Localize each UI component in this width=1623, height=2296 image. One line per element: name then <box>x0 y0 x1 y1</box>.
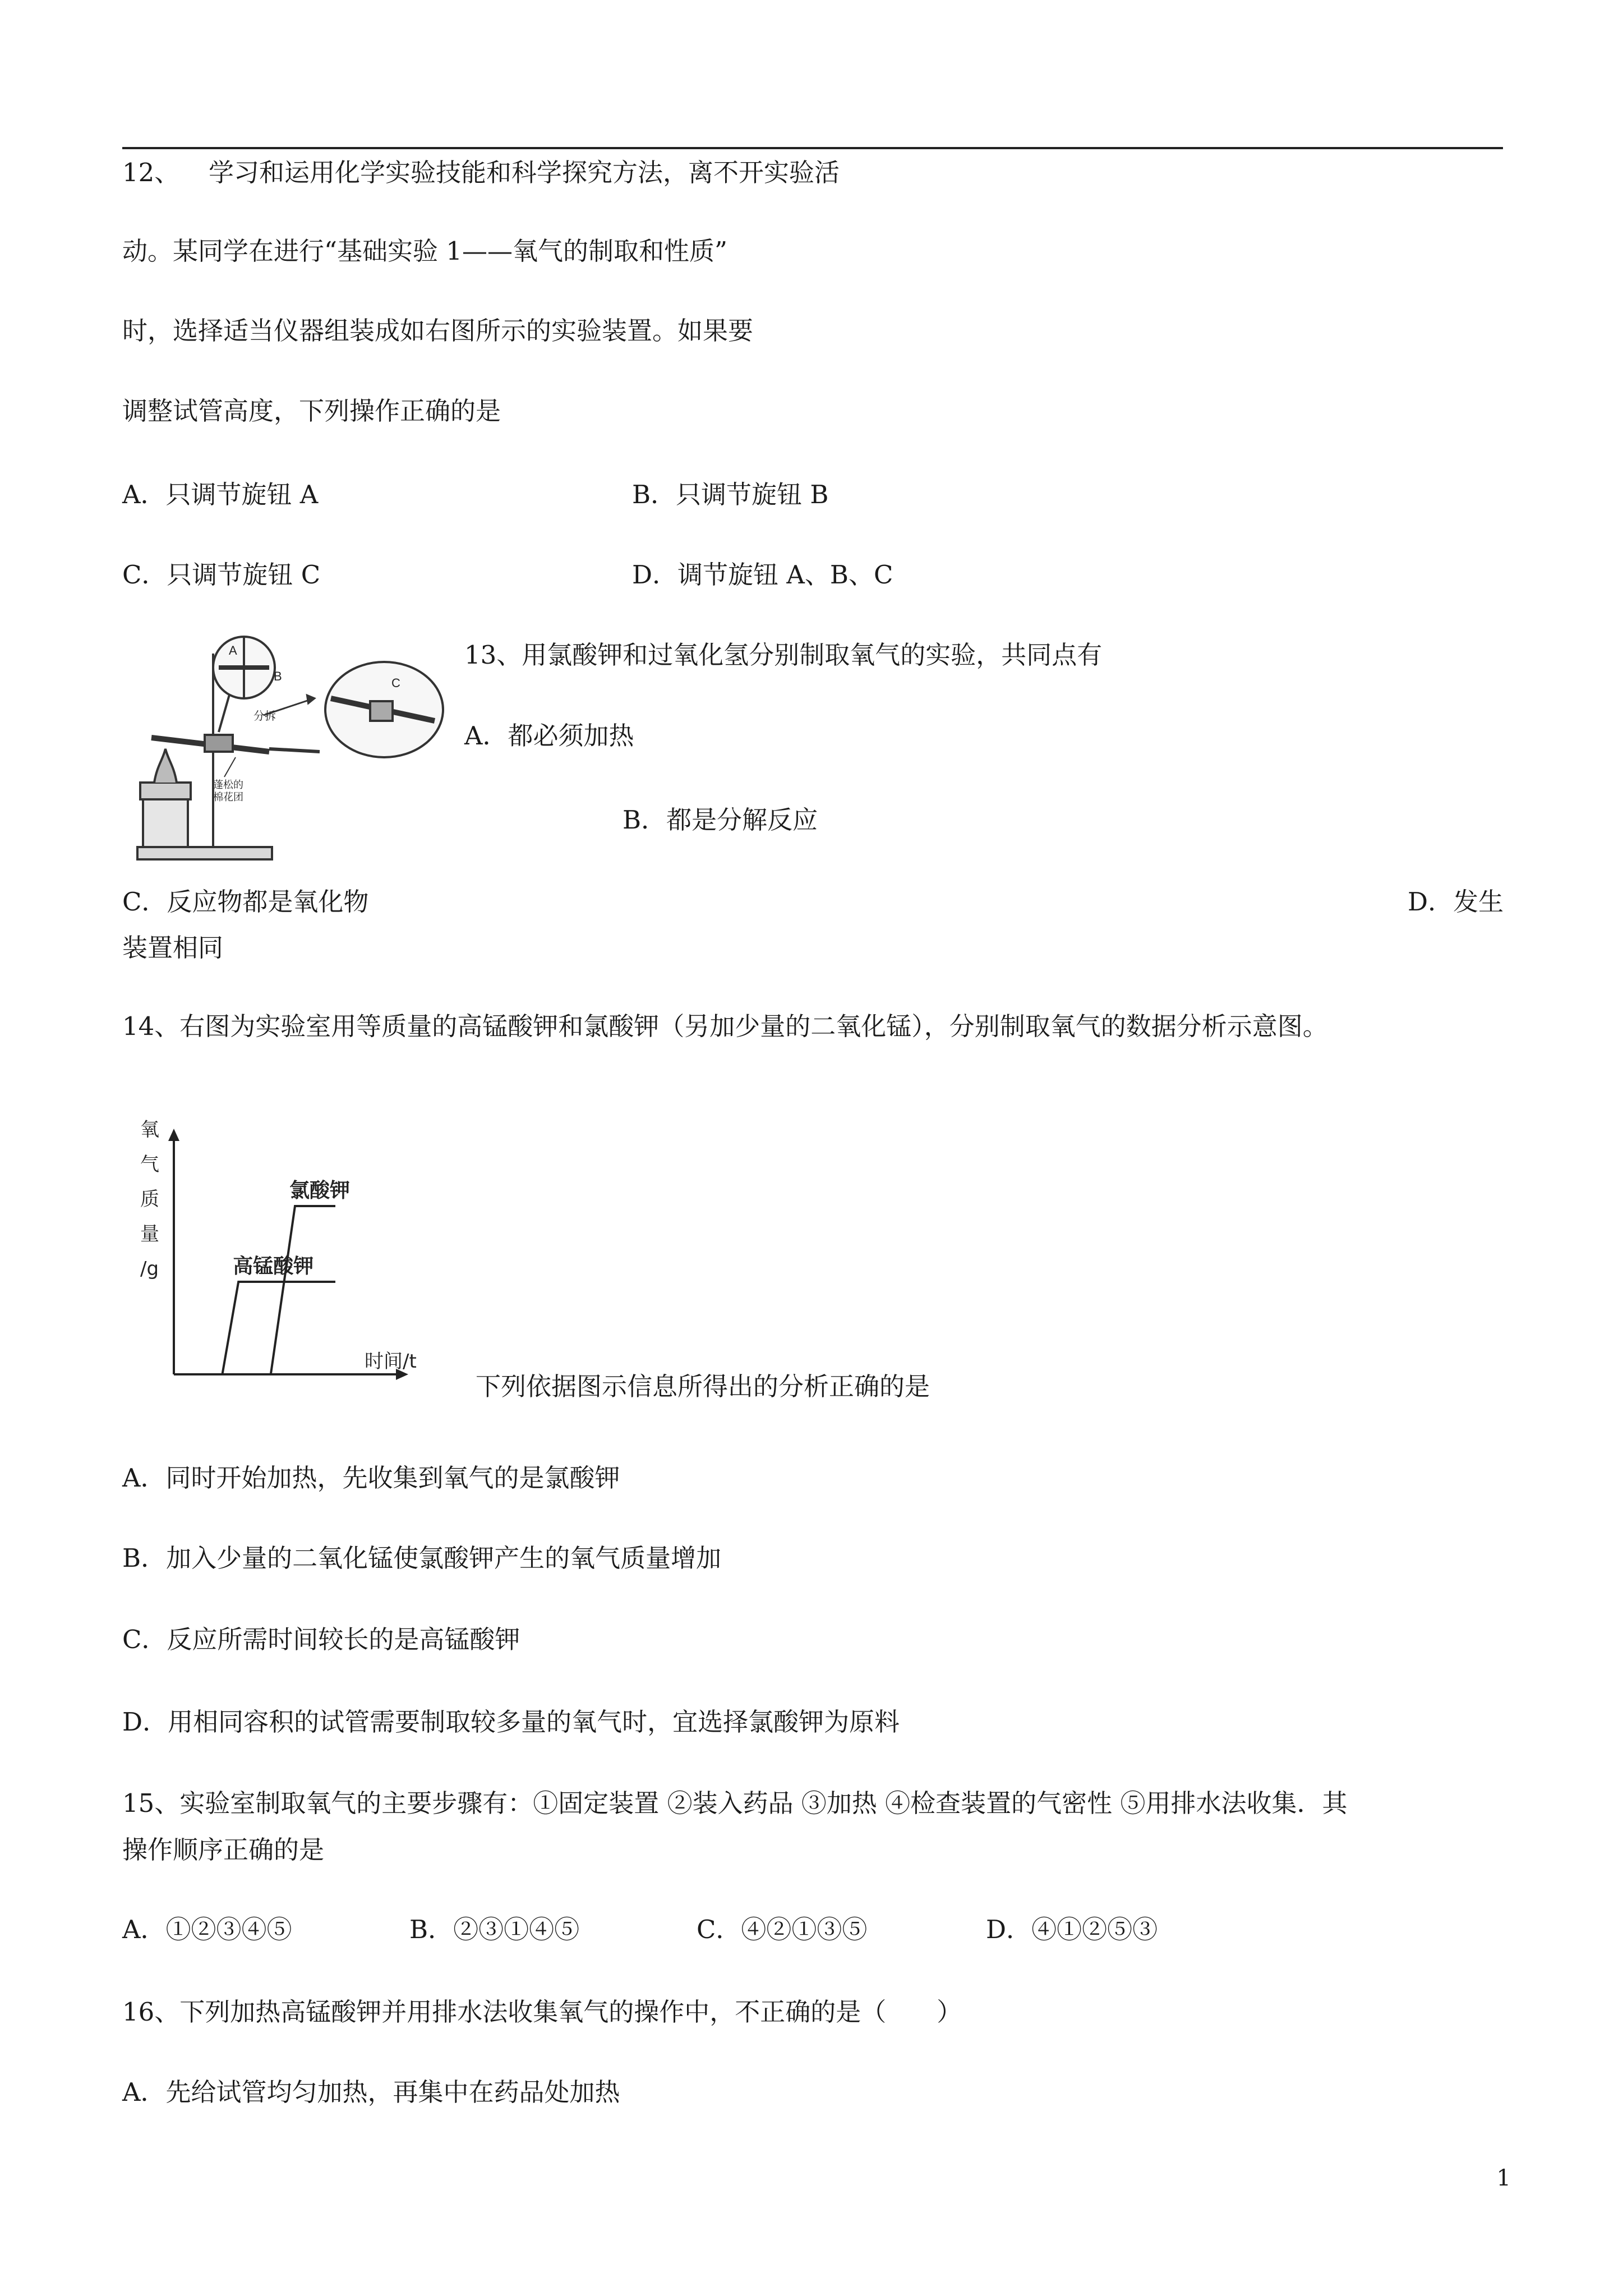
q15-option-c: C．④②①③⑤ <box>697 1915 868 1944</box>
series-label: 高锰酸钾 <box>233 1255 314 1278</box>
q14-option-b: B．加入少量的二氧化锰使氯酸钾产生的氧气质量增加 <box>122 1543 722 1573</box>
series-line <box>222 1282 335 1374</box>
burner-body <box>143 799 188 847</box>
q12-option-d: D．调节旋钮 A、B、C <box>632 560 893 590</box>
q16-option-a: A．先给试管均匀加热，再集中在药品处加热 <box>122 2077 620 2107</box>
series-label: 氯酸钾 <box>289 1179 351 1202</box>
clamp <box>205 735 233 752</box>
q16-stem: 16、下列加热高锰酸钾并用排水法收集氧气的操作中，不正确的是（ ） <box>122 1997 962 2027</box>
q15-option-a: A．①②③④⑤ <box>122 1915 292 1944</box>
y-axis-label-char: 气 <box>140 1153 159 1176</box>
y-axis-label-char: /g <box>140 1258 159 1280</box>
q15-option-d: D．④①②⑤③ <box>986 1915 1158 1944</box>
knob-c-label: C <box>391 676 400 690</box>
x-axis-label: 时间/t <box>365 1350 417 1373</box>
q12-line3: 时，选择适当仪器组装成如右图所示的实验装置。如果要 <box>122 316 754 346</box>
knob-b-label: B <box>274 669 282 683</box>
q14-option-c: C．反应所需时间较长的是高锰酸钾 <box>122 1625 520 1654</box>
q14-option-d: D．用相同容积的试管需要制取较多量的氧气时，宜选择氯酸钾为原料 <box>122 1707 900 1737</box>
apparatus-figure <box>129 631 449 867</box>
q14-stem: 14、右图为实验室用等质量的高锰酸钾和氯酸钾（另加少量的二氧化锰），分别制取氧气的数据分析示意图。 <box>122 1011 1328 1041</box>
q12-option-b: B．只调节旋钮 B <box>632 480 829 509</box>
cotton-label-1: 蓬松的 <box>213 779 243 791</box>
q14-option-a: A．同时开始加热，先收集到氧气的是氯酸钾 <box>122 1463 620 1493</box>
q13-option-b: B．都是分解反应 <box>623 805 818 835</box>
q13-stem: 13、用氯酸钾和过氧化氢分别制取氧气的实验，共同点有 <box>464 640 1103 670</box>
q13-option-c: C．反应物都是氧化物 <box>122 887 369 917</box>
header-rule <box>122 147 1503 149</box>
cotton-label-2: 棉花团 <box>213 792 243 803</box>
page-number: 1 <box>1496 2165 1511 2191</box>
q14-prompt: 下列依据图示信息所得出的分析正确的是 <box>476 1372 930 1401</box>
q13-option-d-part2: 装置相同 <box>122 933 224 963</box>
q15-option-b: B．②③①④⑤ <box>409 1915 580 1944</box>
q15-stem-line2: 操作顺序正确的是 <box>122 1835 325 1865</box>
knob-a-label: A <box>229 643 237 657</box>
y-axis-label-char: 质 <box>140 1188 159 1211</box>
y-axis-arrow <box>168 1129 179 1141</box>
q12-line4: 调整试管高度，下列操作正确的是 <box>122 396 501 426</box>
q13-option-d-part1: D．发生 <box>1408 887 1504 917</box>
q13-option-a: A．都必须加热 <box>464 721 634 751</box>
q12-line1: 学习和运用化学实验技能和科学探究方法，离不开实验活 <box>209 158 840 187</box>
q12-option-a: A．只调节旋钮 A <box>122 480 319 509</box>
q12-option-c: C．只调节旋钮 C <box>122 560 321 590</box>
y-axis-label-char: 氧 <box>140 1119 159 1141</box>
split-label: 分拆 <box>253 709 276 723</box>
series-line <box>271 1206 335 1374</box>
q12-number: 12、 <box>122 158 180 187</box>
q12-line2: 动。某同学在进行“基础实验 1——氧气的制取和性质” <box>122 236 727 266</box>
oxygen-mass-chart <box>135 1111 426 1391</box>
q15-stem-line1: 15、实验室制取氧气的主要步骤有：①固定装置 ②装入药品 ③加热 ④检查装置的气密性 ⑤用排水法收集．其 <box>122 1788 1348 1818</box>
y-axis-label-char: 量 <box>140 1223 159 1245</box>
stand-base <box>137 847 272 859</box>
